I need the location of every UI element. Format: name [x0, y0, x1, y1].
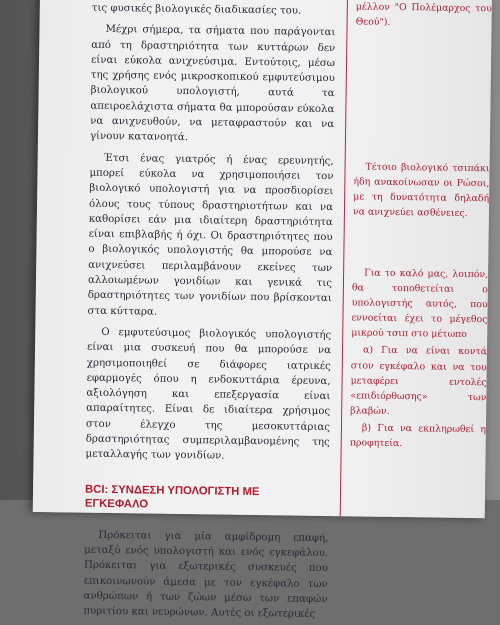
sidebar-note-item-b: β) Για να εκπληρωθεί η προφητεία. [349, 422, 487, 450]
main-column [83, 1, 336, 623]
sidebar-note-text: μέλλον "Ο Πολέμαρχος του Θεού"). [355, 1, 492, 28]
paragraph-bci: Πρόκειται για μία αμφίδρομη επαφή, μεταξύ ενός υπολογιστή και ενός εγκεφάλου. Πρόκειται για εξωτερικές συσκευές που επικοινωνούν άμεσα με τον εγκέφαλο των ανθρώπων ή των ζώων μέσω των επαφών πυριτίου και νευρώνων. Αυτές οι εξωτερικές [83, 529, 329, 620]
section-heading-line-2: ΕΓΚΕΦΑΛΟ [84, 497, 149, 511]
sidebar-note-text: Τέτοιο βιολογικό τσιπάκι ήδη ανακοίνωσαν οι Ρώσοι, με τη δυνατότητα δηλαδή να ανιχνεύει ασθένειες. [352, 161, 490, 220]
sidebar-note-russians [353, 159, 490, 221]
column-divider [340, 0, 348, 516]
paragraph-continued: τις φυσικές βιολογικές διαδικασίες του. [91, 2, 302, 17]
sidebar-note-item-a: α) Για να είναι κοντά στον εγκέφαλο και να του μεταφέρει εντολές «επιδιόρθωσης» των βλαβών. [350, 345, 488, 417]
section-heading [85, 482, 329, 514]
paragraph-implantable: Ο εμφυτεύσιμος βιολογικός υπολογιστής είναι μια συσκευή που θα μπορούσε να χρησιμοποιηθεί σε διάφορες ιατρικές εφαρμογές όπου η ενδοκυττάρια έρευνα, αξιολόγηση και επεξεργασία είναι απαραίτητες. Είναι δε ιδιαίτερα χρήσιμος στον έλεγχο της μεσοκυττάριας δραστηριότητας συμπεριλαμβανομένης της μεταλλαγής των γονιδίων. [85, 326, 332, 462]
sidebar-note-text: Για το καλό μας, λοιπόν, θα τοποθετείται ο υπολογιστής αυτός, που εννοείται έχει το μέγεθος μικρού τσιπ στο μέτωπο [351, 267, 489, 341]
book-page [33, 0, 492, 620]
paragraph-signals: Μέχρι σήμερα, τα σήματα που παράγονται από τη δραστηριότητα των κυττάρων δεν είναι εύκολα ανιχνεύσιμα. Εντούτοις, μέσω της χρήσης ενός μικροσκοπικού εμφυτεύσιμου βιολογικού υπολογιστή, αυτά τα απειροελάχιστα σήματα θα μπορούσαν εύκολα να ανιχνευθούν, να μεταφραστούν και να γίνουν κατανοητά. [89, 24, 336, 144]
paragraph-doctor: Έτσι ένας γιατρός ή ένας ερευνητής, μπορεί εύκολα να χρησιμοποιήσει τον βιολογικό υπολογιστή για να προσδιορίσει όλους τους τύπους δραστηριοτήτων και να καθορίσει εάν μια ιδιαίτερη δραστηριότητα είναι επιβλαβής ή όχι. Οι δραστηριότητες που ο βιολογικός υπολογιστής θα μπορούσε να ανιχνεύσει περιλαμβάνουν εκείνες των αλλοιωμένων γονιδίων και γενικά τις δραστηριότητες των γονιδίων που βρίσκονται στα κύτταρα. [87, 152, 334, 318]
section-heading-line-1: BCI: ΣΥΝΔΕΣΗ ΥΠΟΛΟΓΙΣΤΗ ΜΕ [84, 483, 260, 498]
sidebar-note-forehead [350, 265, 489, 452]
sidebar-note-top [356, 0, 492, 31]
